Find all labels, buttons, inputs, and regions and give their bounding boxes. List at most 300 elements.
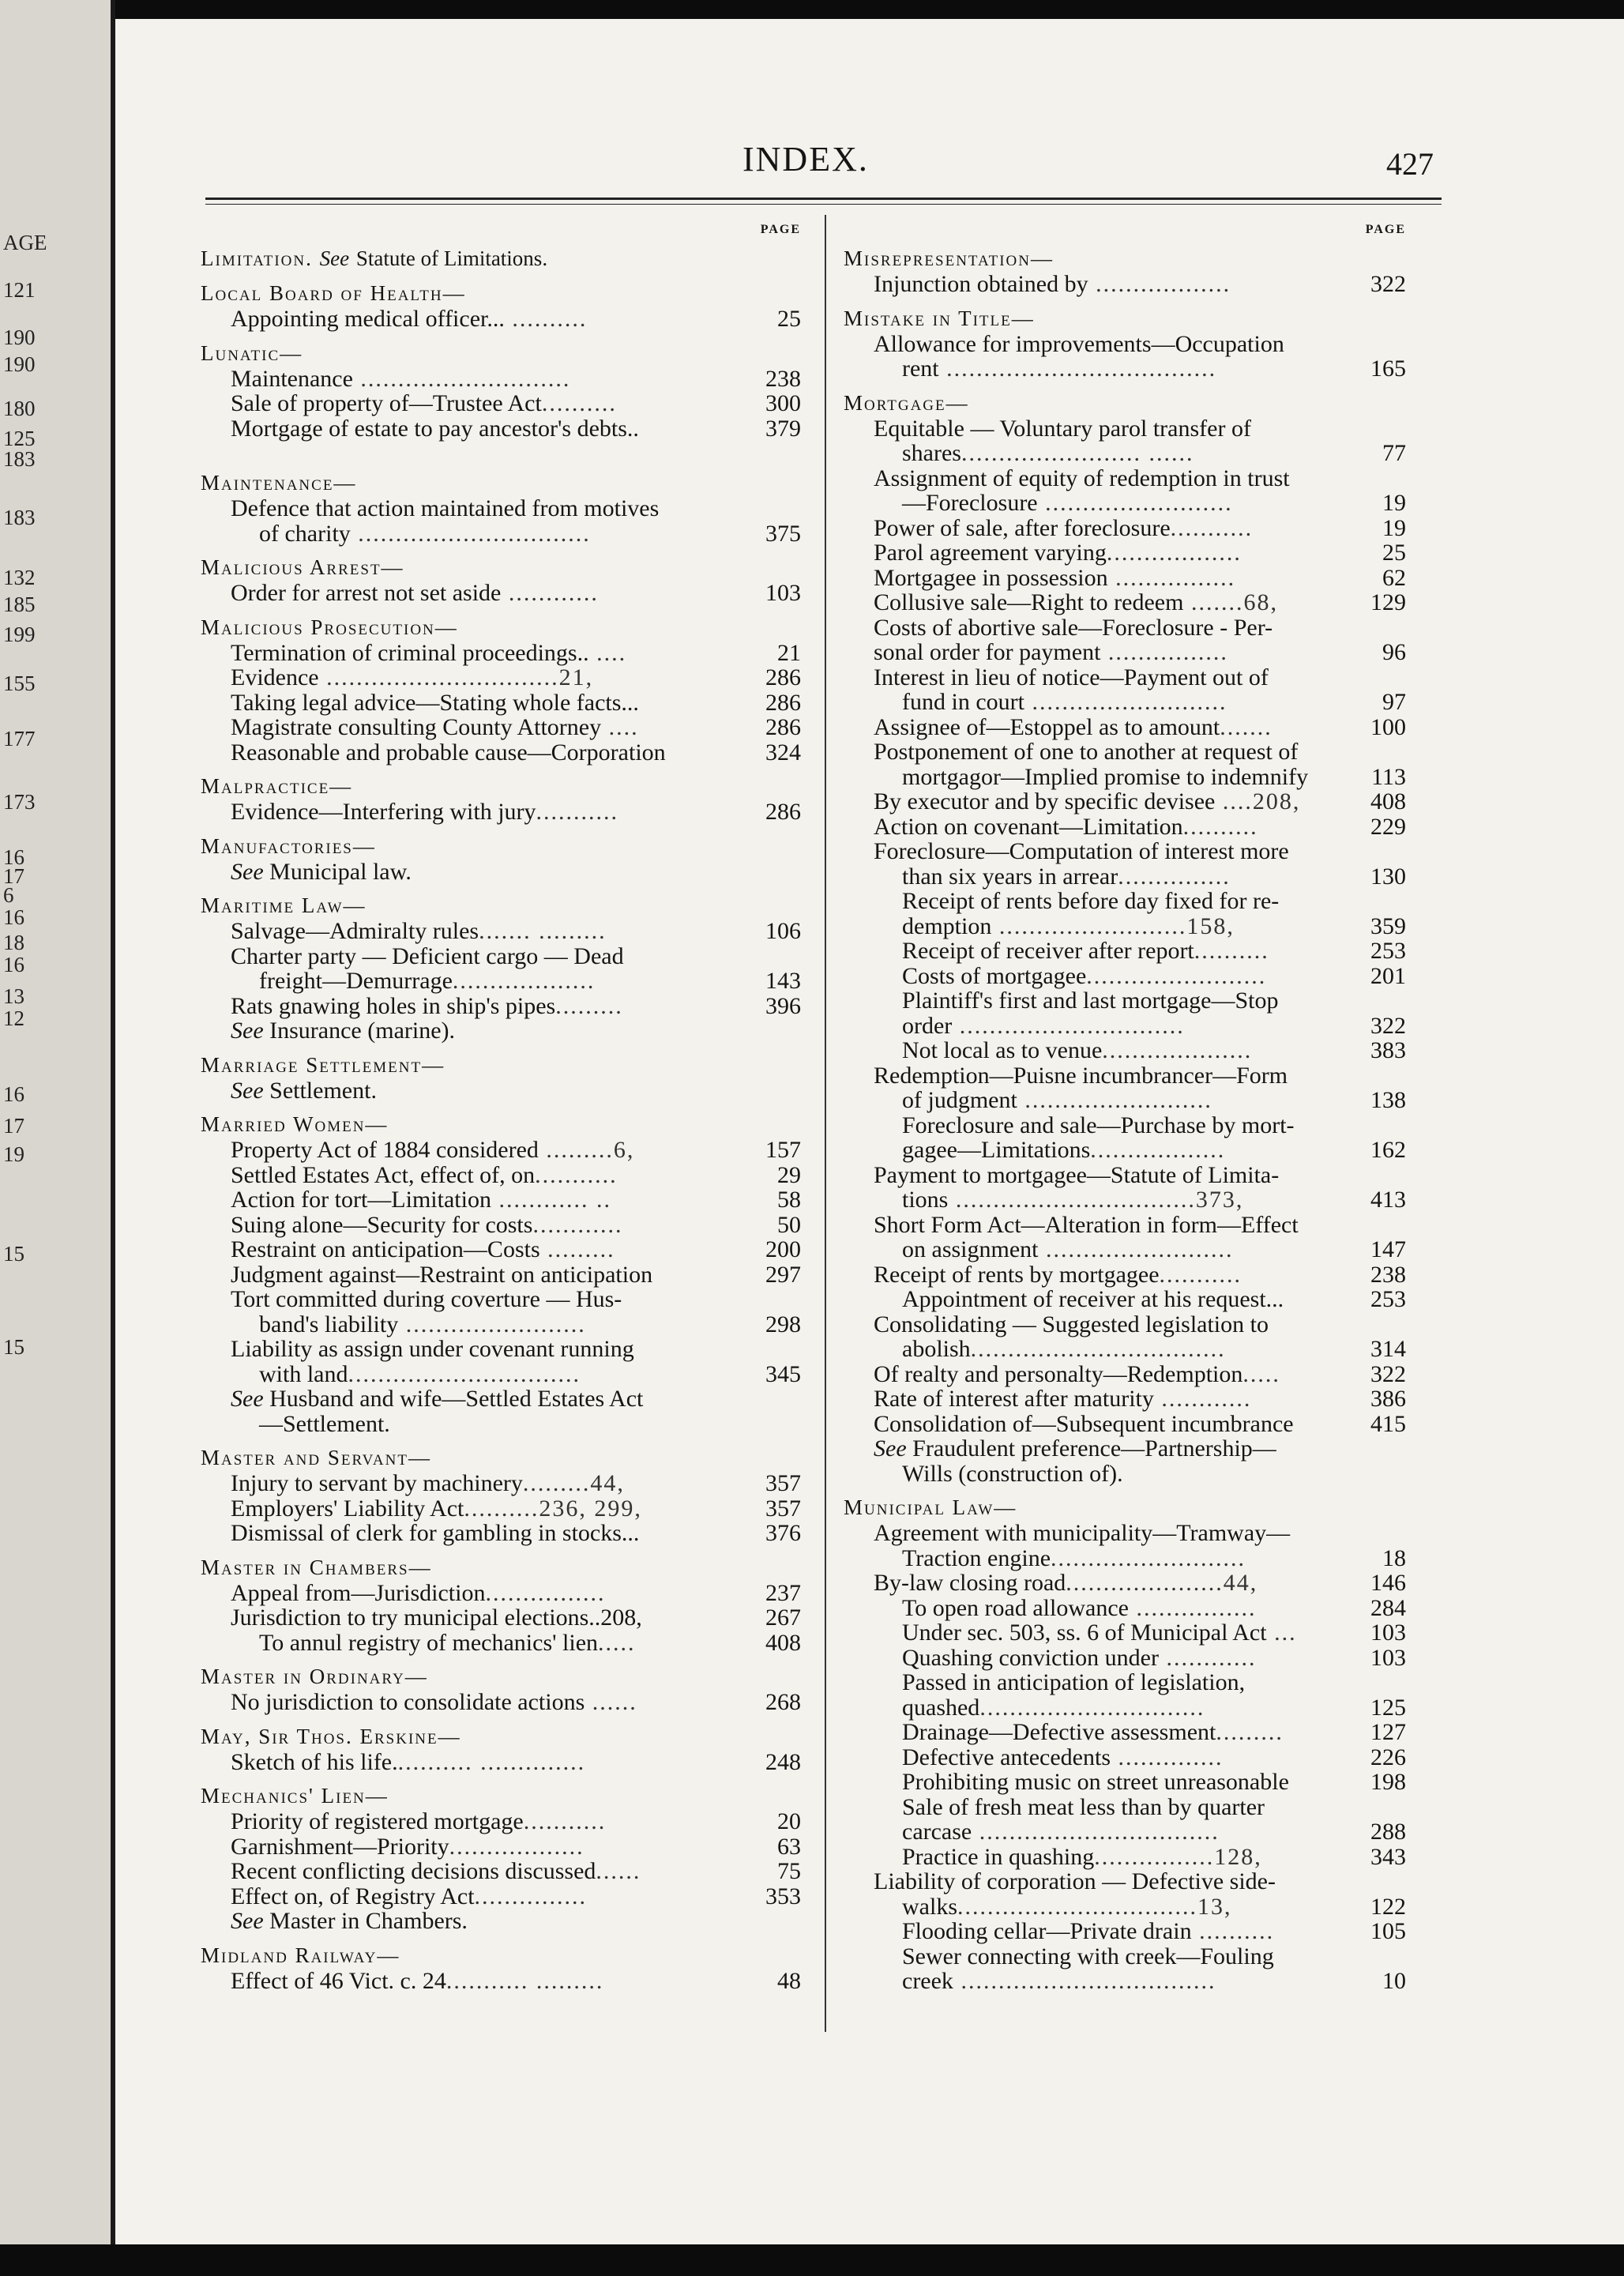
index-subentry: [844, 1287, 1406, 1312]
index-subentry: [844, 939, 1406, 964]
dot-leader: ...................: [452, 968, 596, 994]
page-reference: 162: [1370, 1137, 1406, 1163]
dot-leader: ............ ..: [491, 1187, 611, 1213]
subentry-text: Insurance (marine).: [269, 1018, 456, 1044]
index-subentry: [201, 1605, 801, 1631]
index-subentry: [844, 1919, 1406, 1944]
index-entry: [201, 1942, 801, 2002]
entry-heading: [201, 1051, 801, 1078]
index-subentry: [201, 307, 801, 332]
index-entry: [201, 773, 801, 833]
subentry-text: Termination of criminal proceedings..: [231, 639, 589, 666]
margin-number: 173: [3, 790, 36, 814]
page-reference: 288: [1370, 1819, 1406, 1845]
entry-spacer: [844, 1994, 1406, 2002]
dot-leader: ..................................: [953, 1968, 1216, 1994]
dot-leader: ...........: [535, 1161, 618, 1188]
dot-leader: .....: [598, 1629, 636, 1656]
subentry-text: Mortgage of estate to pay ancestor's debts..: [231, 415, 639, 442]
page-reference: 300: [765, 390, 801, 416]
dot-leader: ......: [596, 1858, 641, 1884]
index-subentry: [201, 1581, 801, 1606]
page-reference: 286: [765, 664, 801, 690]
index-subentry: [844, 615, 1406, 641]
page-reference: 343: [1370, 1843, 1406, 1870]
index-subentry: [844, 441, 1406, 466]
subentry-text: Charter party — Deficient cargo — Dead: [231, 942, 624, 969]
page-reference: 345: [765, 1360, 801, 1387]
see-reference-target: Statute of Limitations.: [355, 246, 548, 270]
dot-leader: .........................: [1038, 1236, 1234, 1262]
subentry-text: To open road allowance: [902, 1594, 1129, 1621]
subentry-text: Receipt of receiver after report: [902, 938, 1194, 964]
subentry-text: carcase: [902, 1819, 972, 1845]
subentry-text: band's liability: [259, 1311, 399, 1337]
index-subentry: [844, 1969, 1406, 1994]
index-entry: [201, 245, 801, 280]
entry-heading-text: Mechanics' Lien—: [201, 1784, 389, 1808]
index-subentry: [844, 356, 1406, 382]
index-entry: [201, 1111, 801, 1444]
page-reference: 125: [1370, 1694, 1406, 1721]
index-subentry: [201, 1631, 801, 1656]
index-subentry: [844, 1596, 1406, 1621]
subentry-text: walks: [902, 1893, 957, 1920]
entry-spacer: [201, 825, 801, 833]
entry-spacer: [201, 1103, 801, 1111]
index-entry: [201, 1782, 801, 1942]
entry-heading-text: Marriage Settlement—: [201, 1052, 445, 1077]
margin-number: 199: [3, 623, 36, 646]
index-subentry: [201, 1386, 801, 1412]
index-subentry: [201, 1287, 801, 1312]
subentry-text: Appeal from—Jurisdiction: [231, 1579, 486, 1606]
index-entry: [844, 1494, 1406, 2002]
page-reference: 130: [1370, 863, 1406, 890]
subentry-text: Of realty and personalty—Redemption: [874, 1360, 1243, 1387]
entry-heading: [844, 245, 1406, 272]
page-reference: 286: [765, 689, 801, 716]
index-subentry: [201, 1237, 801, 1262]
margin-number: 183: [3, 506, 36, 529]
dot-leader: ................................: [972, 1819, 1220, 1845]
dot-leader: ..................: [1106, 540, 1242, 566]
index-subentry: [844, 1113, 1406, 1138]
subentry-text: Consolidating — Suggested legislation to: [874, 1311, 1269, 1337]
margin-number: 15: [3, 1335, 24, 1359]
index-subentry: [201, 994, 801, 1019]
entry-spacer: [844, 1486, 1406, 1494]
dot-leader: ..........................: [1051, 1544, 1246, 1571]
entry-heading-text: Lunatic—: [201, 340, 303, 365]
page-reference: 357: [765, 1470, 801, 1496]
subentry-text: Husband and wife—Settled Estates Act: [269, 1386, 644, 1412]
index-entry: [201, 469, 801, 554]
dot-leader: ...............: [1118, 863, 1231, 890]
entry-heading-text: Local Board of Health—: [201, 281, 466, 305]
subentry-text: Wills (construction of).: [902, 1460, 1123, 1487]
subentry-text: Foreclosure and sale—Purchase by mort-: [902, 1112, 1295, 1138]
entry-spacer: [201, 1655, 801, 1663]
subentry-text: Order for arrest not set aside: [231, 580, 502, 606]
margin-number: 190: [3, 352, 36, 376]
entry-heading-text: May, Sir Thos. Erskine—: [201, 1724, 461, 1748]
index-subentry: [844, 1014, 1406, 1039]
dot-leader: ....... .........: [479, 918, 607, 944]
index-subentry: [844, 1695, 1406, 1721]
subentry-text: Passed in anticipation of legislation,: [902, 1669, 1246, 1695]
dot-leader: ....: [601, 714, 639, 740]
scan-bottom-edge: [0, 2244, 1624, 2276]
subentry-text: Dismissal of clerk for gambling in stocks...: [231, 1520, 640, 1546]
index-subentry: [844, 1620, 1406, 1646]
index-subentry: [201, 1809, 801, 1834]
entry-heading-text: Mistake in Title—: [844, 306, 1035, 330]
page-reference: 286: [765, 714, 801, 740]
subentry-text: demption: [902, 912, 992, 939]
page-reference: 238: [765, 365, 801, 392]
subentry-text: order: [902, 1012, 953, 1039]
page-reference: 103: [1370, 1620, 1406, 1646]
page-reference: 25: [777, 306, 801, 332]
page-reference: 165: [1370, 356, 1406, 382]
margin-number: 16: [3, 845, 24, 869]
index-subentry: [201, 860, 801, 885]
page-reference: 75: [777, 1858, 801, 1884]
subentry-text: Suing alone—Security for costs: [231, 1211, 533, 1238]
dot-leader: .........44,: [522, 1470, 625, 1496]
index-subentry: [201, 1187, 801, 1213]
dot-leader: .........: [1216, 1719, 1284, 1745]
subentry-text: of judgment: [902, 1087, 1017, 1113]
page-reference: 353: [765, 1883, 801, 1909]
dot-leader: .........................158,: [991, 912, 1235, 939]
dot-leader: ............: [532, 1211, 623, 1238]
scan-top-edge: [0, 0, 1624, 19]
index-subentry: [844, 1845, 1406, 1870]
dot-leader: ................128,: [1094, 1843, 1262, 1870]
subentry-text: Practice in quashing: [902, 1843, 1095, 1870]
page-reference: 146: [1370, 1570, 1406, 1596]
index-subentry: [844, 1646, 1406, 1671]
entry-spacer: [201, 272, 801, 280]
index-entry: [201, 892, 801, 1051]
dot-leader: ..........: [504, 306, 588, 332]
index-subentry: [201, 1362, 801, 1387]
dot-leader: ................: [1100, 639, 1228, 665]
page-reference: 267: [765, 1604, 801, 1631]
dot-leader: ............: [501, 580, 599, 606]
subentry-text: rent: [902, 356, 939, 382]
page-reference: 19: [1382, 514, 1406, 541]
index-subentry: [844, 715, 1406, 740]
index-subentry: [201, 690, 801, 716]
dot-leader: .....: [1242, 1360, 1280, 1387]
entry-heading-text: Midland Railway—: [201, 1943, 400, 1967]
entry-heading: [201, 833, 801, 860]
page-reference: 198: [1370, 1769, 1406, 1795]
subentry-text: Action for tort—Limitation: [231, 1187, 491, 1213]
index-subentry: [844, 1670, 1406, 1695]
page-reference: 19: [1382, 490, 1406, 516]
index-subentry: [201, 391, 801, 416]
index-subentry: [201, 1690, 801, 1715]
page-reference: 147: [1370, 1236, 1406, 1262]
dot-leader: ...........: [536, 799, 619, 825]
index-subentry: [201, 1884, 801, 1909]
subentry-text: Liability as assign under covenant running: [231, 1336, 634, 1362]
margin-number: 13: [3, 984, 24, 1008]
page-title: INDEX.: [742, 140, 869, 179]
subentry-text: Parol agreement varying: [874, 540, 1107, 566]
entry-spacer: [201, 1715, 801, 1723]
index-subentry: [844, 1337, 1406, 1362]
subentry-text: Sale of fresh meat less than by quarter: [902, 1793, 1265, 1820]
subentry-text: —Settlement.: [259, 1410, 390, 1437]
dot-leader: ....................: [1102, 1037, 1253, 1063]
entry-spacer: [201, 765, 801, 773]
subentry-text: Payment to mortgagee—Statute of Limita-: [874, 1161, 1280, 1188]
index-subentry: [201, 1337, 801, 1362]
index-subentry: [844, 1462, 1406, 1487]
entry-heading-text: Municipal Law—: [844, 1495, 1017, 1519]
entry-heading-text: Malicious Prosecution—: [201, 615, 458, 639]
index-subentry: [201, 1262, 801, 1288]
subentry-text: Liability of corporation — Defective side-: [874, 1868, 1276, 1894]
index-subentry: [844, 1063, 1406, 1089]
subentry-text: Garnishment—Priority: [231, 1833, 449, 1860]
index-subentry: [844, 1187, 1406, 1213]
entry-spacer: [201, 332, 801, 340]
dot-leader: ............: [1158, 1644, 1257, 1671]
index-subentry: [844, 1819, 1406, 1845]
index-subentry: [844, 272, 1406, 297]
subentry-text: Plaintiff's first and last mortgage—Stop: [902, 988, 1279, 1014]
subentry-text: Allowance for improvements—Occupation: [874, 330, 1284, 357]
margin-number: 12: [3, 1006, 24, 1030]
page-reference: 383: [1370, 1037, 1406, 1063]
index-subentry: [844, 640, 1406, 665]
index-entry: [201, 1444, 801, 1554]
entry-heading-text: Malpractice—: [201, 774, 353, 798]
page-reference: 157: [765, 1137, 801, 1163]
dot-leader: ........................ ......: [960, 440, 1194, 466]
dot-leader: ...........: [523, 1808, 607, 1834]
entry-heading: [201, 340, 801, 367]
page-reference: 396: [765, 992, 801, 1019]
index-column-right: [844, 223, 1406, 2002]
subentry-text: Receipt of rents before day fixed for re-: [902, 888, 1280, 914]
page-reference: 113: [1371, 763, 1406, 790]
dot-leader: .........: [555, 992, 623, 1019]
dot-leader: ...........: [1170, 514, 1254, 541]
subentry-text: Appointing medical officer...: [231, 306, 505, 332]
dot-leader: ..............: [1111, 1744, 1224, 1770]
margin-number: 155: [3, 672, 36, 695]
subentry-text: Assignment of equity of redemption in trust: [874, 465, 1290, 491]
page-reference: 122: [1370, 1893, 1406, 1920]
dot-leader: .......... ..............: [397, 1748, 586, 1775]
dot-leader: ..........: [1182, 813, 1258, 840]
page-reference: 201: [1370, 962, 1406, 989]
dot-leader: .......68,: [1183, 589, 1278, 615]
page-reference: 58: [777, 1187, 801, 1213]
entry-spacer: [201, 1546, 801, 1554]
entry-heading-text: Married Women—: [201, 1112, 389, 1136]
subentry-text: tions: [902, 1187, 949, 1213]
margin-number: 190: [3, 325, 36, 349]
page-reference: 238: [1370, 1261, 1406, 1288]
index-subentry: [201, 496, 801, 521]
entry-spacer: [201, 1934, 801, 1942]
entry-spacer: [201, 546, 801, 554]
dot-leader: ..........................: [1024, 689, 1227, 715]
index-subentry: [844, 1362, 1406, 1387]
index-entry: [201, 1554, 801, 1664]
index-subentry: [844, 789, 1406, 814]
page-reference: 297: [765, 1261, 801, 1288]
page-reference: 324: [765, 739, 801, 766]
page-reference: 314: [1370, 1336, 1406, 1362]
subentry-text: Traction engine: [902, 1544, 1051, 1571]
entry-heading: [201, 1111, 801, 1138]
dot-leader: ........................: [1086, 962, 1267, 989]
index-subentry: [201, 367, 801, 392]
index-subentry: [201, 944, 801, 969]
page-reference: 286: [765, 799, 801, 825]
entry-heading: [201, 1942, 801, 1969]
index-subentry: [844, 491, 1406, 516]
subentry-text: Salvage—Admiralty rules: [231, 918, 479, 944]
index-subentry: [844, 1038, 1406, 1063]
subentry-text: Sewer connecting with creek—Fouling: [902, 1943, 1274, 1969]
see-reference-marker: See: [231, 1018, 264, 1044]
index-subentry: [201, 521, 801, 547]
page-reference: 10: [1382, 1968, 1406, 1994]
index-subentry: [201, 1834, 801, 1860]
dot-leader: ..........: [1191, 1918, 1275, 1944]
page-reference: 21: [777, 639, 801, 666]
page-reference: 284: [1370, 1594, 1406, 1621]
subentry-text: Settlement.: [269, 1077, 377, 1104]
entry-spacer: [201, 1774, 801, 1782]
dot-leader: ...............................: [350, 520, 591, 547]
subentry-text: Mortgagee in possession: [874, 564, 1108, 591]
dot-leader: ................................13,: [957, 1893, 1232, 1920]
subentry-text: Employers' Liability Act: [231, 1495, 464, 1522]
index-subentry: [844, 516, 1406, 541]
index-subentry: [201, 969, 801, 994]
dot-leader: ..................: [449, 1833, 585, 1860]
dot-leader: .......: [1220, 713, 1273, 740]
entry-heading-text: Malicious Arrest—: [201, 555, 404, 579]
index-subentry: [201, 1471, 801, 1496]
subentry-text: on assignment: [902, 1236, 1039, 1262]
margin-number: 185: [3, 593, 36, 616]
subentry-text: Evidence—Interfering with jury: [231, 799, 536, 825]
page-reference: 268: [765, 1689, 801, 1715]
dot-leader: .........6,: [538, 1137, 635, 1163]
page-reference: 357: [765, 1495, 801, 1522]
entry-heading-text: Maintenance—: [201, 471, 357, 495]
entry-heading: [201, 469, 801, 496]
subentry-text: Recent conflicting decisions discussed: [231, 1858, 596, 1884]
dot-leader: ................: [1107, 564, 1236, 591]
entry-heading: [201, 554, 801, 581]
page-reference: 322: [1370, 1360, 1406, 1387]
page-reference: 103: [1370, 1644, 1406, 1671]
page-reference: 48: [777, 1967, 801, 1994]
index-subentry: [201, 1213, 801, 1238]
margin-number: 16: [3, 1082, 24, 1106]
entry-heading: [844, 389, 1406, 416]
index-subentry: [844, 1571, 1406, 1596]
subentry-text: Rate of interest after maturity: [874, 1386, 1154, 1412]
dot-leader: ...: [1266, 1620, 1297, 1646]
subentry-text: Action on covenant—Limitation: [874, 813, 1183, 840]
index-subentry: [844, 1312, 1406, 1337]
see-reference-marker: See: [231, 1908, 264, 1934]
index-entry: [201, 1723, 801, 1783]
subentry-text: gagee—Limitations: [902, 1137, 1091, 1163]
margin-number: 6: [3, 883, 14, 907]
entry-heading: [201, 280, 801, 307]
subentry-text: quashed: [902, 1694, 980, 1721]
subentry-text: Appointment of receiver at his request...: [902, 1286, 1284, 1312]
dot-leader: ....208,: [1215, 788, 1301, 814]
index-subentry: [844, 1436, 1406, 1462]
page-reference: 298: [765, 1311, 801, 1337]
index-subentry: [844, 416, 1406, 442]
see-reference-marker: See: [874, 1435, 907, 1462]
page-reference: 322: [1370, 271, 1406, 297]
margin-number: 17: [3, 864, 24, 888]
index-subentry: [201, 1312, 801, 1337]
dot-leader: .........................: [1017, 1087, 1212, 1113]
subentry-text: Redemption—Puisne incumbrancer—Form: [874, 1062, 1288, 1089]
index-subentry: [844, 1213, 1406, 1238]
page-reference: 143: [765, 968, 801, 994]
index-subentry: [844, 1262, 1406, 1288]
page-reference: 100: [1370, 713, 1406, 740]
page-column-label: PAGE: [1365, 223, 1406, 236]
index-subentry: [844, 1770, 1406, 1795]
index-subentry: [844, 1720, 1406, 1745]
dot-leader: ......: [585, 1689, 637, 1715]
subentry-text: Settled Estates Act, effect of, on: [231, 1161, 536, 1188]
subentry-text: mortgagor—Implied promise to indemnify: [902, 763, 1309, 790]
page-reference: 18: [1382, 1544, 1406, 1571]
index-subentry: [844, 988, 1406, 1014]
dot-leader: ..................: [1090, 1137, 1226, 1163]
subentry-text: Drainage—Defective assessment: [902, 1719, 1216, 1745]
see-reference-marker: See: [231, 858, 264, 885]
dot-leader: .........................: [1037, 490, 1233, 516]
page-reference: 138: [1370, 1087, 1406, 1113]
page-reference: 129: [1370, 589, 1406, 615]
subentry-text: Interest in lieu of notice—Payment out of: [874, 664, 1269, 690]
subentry-text: with land: [259, 1360, 348, 1387]
index-subentry: [844, 1088, 1406, 1113]
page-column-label: PAGE: [760, 223, 801, 236]
entry-heading: [201, 892, 801, 919]
entry-spacer: [201, 441, 801, 469]
gutter-shadow: [111, 0, 115, 2276]
entry-spacer: [201, 1993, 801, 2001]
subentry-text: Under sec. 503, ss. 6 of Municipal Act: [902, 1620, 1267, 1646]
entry-spacer: [844, 297, 1406, 305]
index-subentry: [201, 1750, 801, 1775]
